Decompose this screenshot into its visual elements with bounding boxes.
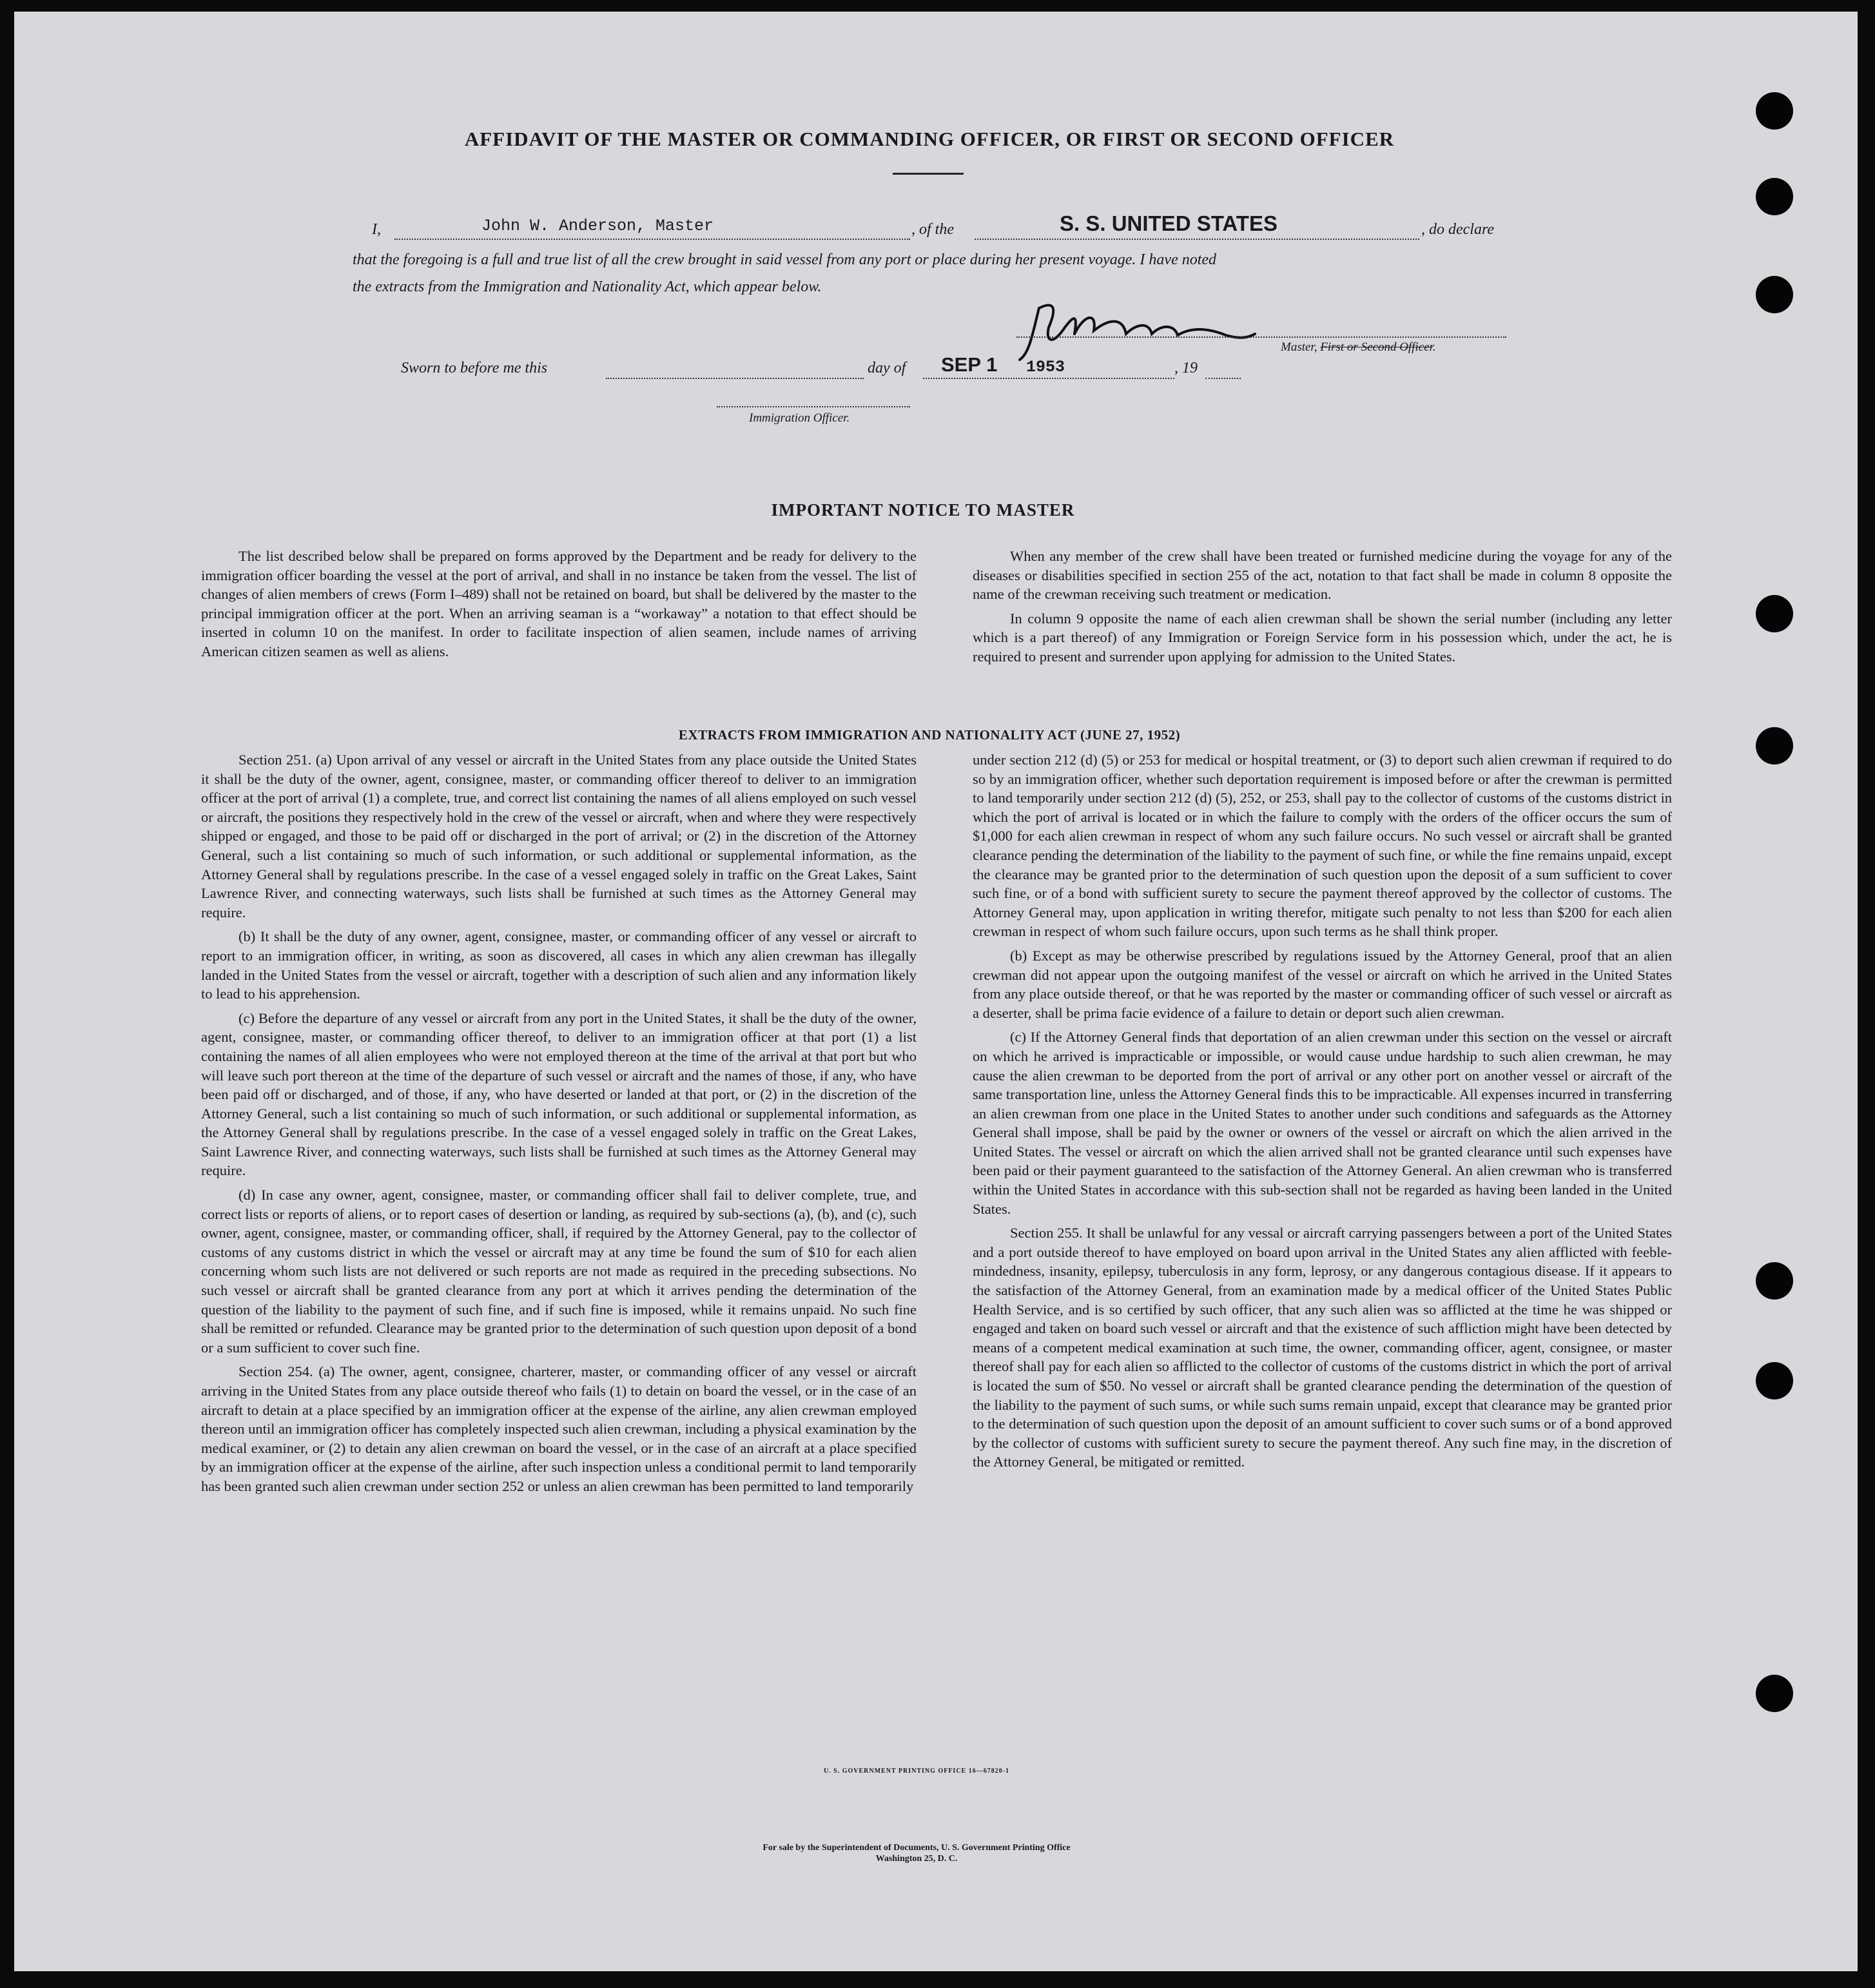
binder-hole-icon [1756,276,1793,313]
binder-hole-icon [1756,1362,1793,1399]
for-sale-line-2: Washington 25, D. C. [875,1854,958,1864]
declaration-line-1: that the foregoing is a full and true list of all the crew brought in said vessel from any port or place during her present voyage. I have noted [353,251,1217,268]
notice-right-paragraph-1: When any member of the crew shall have been treated or furnished medicine during the voyage for any of the diseases or disabilities specified in section 255 of the act, notation to that fact shall be made in column 8 opposite the name of the crewman receiving such treatment or medication. [973,548,1672,603]
title-divider [893,173,964,175]
extract-section-254c: (c) If the Attorney General finds that deportation of an alien crewman under this section on the vessel or aircraft on which he arrived is impracticable or impossible, or would cause undue hardship to such alien crewman, he may cause the alien crewman to be deported from the port of arrival or any other port on another vessel or aircraft of the same transportation line, unless the Attorney General finds this to be impracticable. All expenses incurred in transferring an alien crewman from one place in the United States to another under such conditions and safeguards as the Attorney General shall impose, shall be paid by the owner or owners of the vessel or aircraft on which the alien arrived in the United States. The vessel or aircraft on which the alien arrived shall not be granted clearance until such expenses have been paid or their payment guaranteed to the satisfaction of the Attorney General. An alien crewman who is transferred within the United States in accordance with this sub-section shall not be regarded as having been landed in the United States. [973,1029,1672,1217]
day-of-label: day of [868,360,906,376]
immigration-officer-label: Immigration Officer. [749,411,850,425]
binder-hole-icon [1756,1262,1793,1300]
sworn-month-line [923,378,1174,379]
extract-section-251c: (c) Before the departure of any vessel or aircraft from any port in the United States, it shall be the duty of the owner, agent, consignee, master, or commanding officer thereof, to deliver to an immigration officer at that port (1) a list containing the names of all alien employees who were not employed thereon at the time of the arrival at that port but who will leave such port thereon at the time of the departure of such vessel or aircraft and the names of those, if any, who have been paid off or discharged, and of those, if any, who have deserted or landed at that port, or (2) in the discretion of the Attorney General, such a list containing so much of such information, or such additional or supplemental information, as the Attorney General shall by regulations prescribe. In the case of a vessel engaged solely in traffic on the Great Lakes, Saint Lawrence River, and connecting waterways, such lists shall be furnished at such times as the Attorney General may require. [201,1009,917,1179]
master-name-line [394,239,910,240]
extracts-left-column [201,750,917,1501]
document-page [14,12,1858,1971]
vessel-name: S. S. UNITED STATES [1060,211,1278,235]
caption-period: . [1432,340,1436,354]
sworn-prefix: Sworn to before me this [401,360,548,376]
notice-right-column [973,547,1672,672]
for-sale-line-1: For sale by the Superintendent of Documents, U. S. Government Printing Office [763,1843,1071,1853]
extract-section-251d: (d) In case any owner, agent, consignee, master, or commanding officer shall fail to deliver complete, true, and correct lists or reports of aliens, or to report cases of desertion or landing, as required by sub-sections (a), (b), and (c), such owner, agent, consignee, master, or commanding officer, shall, if required by the Attorney General, pay to the collector of customs of any customs district in which the vessel or aircraft may at any time be found the sum of $10 for each alien concerning whom such lists are not delivered or such reports are not made as required in the preceding subsections. No such vessel or aircraft shall be granted clearance from any port at which it arrives pending the determination of the question of the liability to the payment of such fine, and if such fine is imposed, while it remains unpaid. No such fine shall be remitted or refunded. Clearance may be granted prior to the determination of such question upon deposit of a bond or a sum sufficient to cover such fine. [201,1187,917,1356]
declaration-text [353,246,1526,300]
master-name: John W. Anderson, Master [481,217,714,235]
binder-hole-icon [1756,595,1793,632]
date-stamp: SEP 1 [941,353,998,376]
binder-hole-icon [1756,92,1793,130]
binder-hole-icon [1756,1675,1793,1712]
of-the-label: , of the [911,221,954,238]
extracts-right-column [973,750,1672,1477]
immigration-officer-line [717,406,910,407]
vessel-line [975,239,1419,240]
year-suffix: , 19 [1174,360,1198,376]
year-stamp: 1953 [1026,358,1065,376]
extract-section-251a: Section 251. (a) Upon arrival of any vessel or aircraft in the United States from any place outside the United States it shall be the duty of the owner, agent, consignee, master, or commanding officer thereof to deliver to an immigration officer at the port of arrival (1) a complete, true, and correct list containing the names of all aliens employed on such vessel or aircraft, the positions they respectively hold in the crew of the vessel or aircraft, when and where they were respectively shipped or engaged, and those to be paid off or discharged in the port of arrival; or (2) in the discretion of the Attorney General, such a list containing so much of such information, or such additional or supplemental information, as the Attorney General shall by regulations prescribe. In the case of a vessel engaged solely in traffic on the Great Lakes, Saint Lawrence River, and connecting waterways, such lists shall be furnished at such times as the Attorney General may require. [201,752,917,921]
declaration-line-2: the extracts from the Immigration and Nationality Act, which appear below. [353,278,822,295]
extract-section-251b: (b) It shall be the duty of any owner, agent, consignee, master, or commanding officer of any vessel or aircraft to report to an immigration officer, in writing, as soon as discovered, all cases in which any alien crewman has illegally landed in the United States from the vessel or aircraft, together with a description of such alien and any information likely to lead to his apprehension. [201,928,917,1002]
extract-section-255: Section 255. It shall be unlawful for any vessal or aircraft carrying passengers between a port of the United States and a port outside thereof to have employed on board upon arrival in the United States any alien afflicted with feeble-mindedness, insanity, epilepsy, tuberculosis in any form, leprosy, or any dangerous contagious disease. If it appears to the satisfaction of the Attorney General, from an examination made by a medical officer of the United States Public Health Service, and is so certified by such officer, that any such alien was so afflicted at the time he was shipped or engaged and taken on board such vessel or aircraft and that the existence of such affliction might have been detected by means of a competent medical examination at such time, the owner, commanding officer, agent, consignee, or master thereof shall pay for each alien so afflicted to the collector of customs of the customs district in which the port of arrival is located the sum of $50. No vessel or aircraft shall be granted clearance pending the determination of the question of the liability to the payment of such sums, or while such sums remain unpaid, except that clearance may be granted prior to the determination of such question upon the deposit of an amount sufficient to cover such sums or of a bond approved by the collector of customs with sufficient surety to secure the payment thereof. Any such fine may, in the discretion of the Attorney General, be mitigated or remitted. [973,1225,1672,1470]
extract-section-254a-cont: under section 212 (d) (5) or 253 for medical or hospital treatment, or (3) to deport such alien crewman if required to do so by an immigration officer, whether such deportation requirement is imposed before or after the crewman is permitted to land temporarily under section 212 (d) (5), 252, or 253, shall pay to the collector of customs of the customs district in which the port of arrival is located or in which the failure to comply with the orders of the officer occurs the sum of $1,000 for each alien crewman in respect of whom any such failure occurs. No such vessel or aircraft shall be granted clearance pending the determination of the liability to the payment of such fine, or while the fine remains unpaid, except the clearance may be granted prior to the determination of such question upon the deposit of a sum sufficient to cover such fine, or of a bond with sufficient surety to secure the payment thereof approved by the collector of customs. The Attorney General may, upon application in writing therefor, mitigate such penalty to not less than $200 for each alien crewman in respect of whom such failure occurs, upon such terms as he shall think proper. [973,752,1672,940]
sworn-day-line [606,378,864,379]
notice-title: IMPORTANT NOTICE TO MASTER [771,500,1075,520]
do-declare-label: , do declare [1421,221,1495,238]
extract-section-254a: Section 254. (a) The owner, agent, consignee, charterer, master, or commanding officer of any vessel or aircraft arriving in the United States from any place outside thereof who fails (1) to detain on board the vessel, or in the case of an aircraft to detain at a place specified by an immigration officer at the expense of the airline, any alien crewman employed thereon until an immigration officer has completely inspected such alien crewman, including a physical examination by the medical examiner, or (2) to detain any alien crewman on board the vessel, or in the case of an aircraft at a place specified by an immigration officer at the expense of the airline, after such inspection unless a conditional permit to land temporarily has been granted such alien crewman under section 252 or unless an alien crewman has been permitted to land temporarily [201,1363,917,1494]
printer-line: U. S. GOVERNMENT PRINTING OFFICE 16—67820-1 [823,1768,1010,1775]
caption-struck-officer: First or Second Officer [1320,340,1433,354]
year-line [1205,378,1241,379]
notice-left-column [201,547,917,667]
for-sale-note [594,1842,1239,1864]
signature-line [1016,336,1506,338]
affidavit-i-prefix: I, [372,221,381,238]
notice-right-paragraph-2: In column 9 opposite the name of each alien crewman shall be shown the serial number (including any letter which is a part thereof) of any Immigration or Foreign Service form in his possession which, under the act, he is required to present and surrender upon applying for admission to the United States. [973,610,1672,665]
binder-hole-icon [1756,178,1793,215]
extract-section-254b: (b) Except as may be otherwise prescribed by regulations issued by the Attorney General, proof that an alien crewman did not appear upon the outgoing manifest of the vessel or aircraft on which he arrived in the United States from any place outside thereof, or that he was reported by the master or commanding officer of such vessel or aircraft as a deserter, shall be prima facie evidence of a failure to detain or deport such alien crewman. [973,947,1672,1021]
extracts-title: EXTRACTS FROM IMMIGRATION AND NATIONALITY ACT (JUNE 27, 1952) [678,727,1181,743]
signature-caption [1281,340,1436,355]
caption-master: Master, [1281,340,1317,354]
notice-left-paragraph: The list described below shall be prepared on forms approved by the Department and be ready for delivery to the immigration officer boarding the vessel at the port of arrival, and shall in no instance be taken from the vessel. The list of changes of alien members of crews (Form I–489) shall not be retained on board, but shall be delivered by the master to the principal immigration officer at the port. When an arriving seaman is a “workaway” a notation to that effect should be inserted in column 10 on the manifest. In order to facilitate inspection of alien seamen, include names of arriving American citizen seamen as well as aliens. [201,548,917,659]
affidavit-title: AFFIDAVIT OF THE MASTER OR COMMANDING OFFICER, OR FIRST OR SECOND OFFICER [464,128,1395,150]
binder-hole-icon [1756,727,1793,765]
